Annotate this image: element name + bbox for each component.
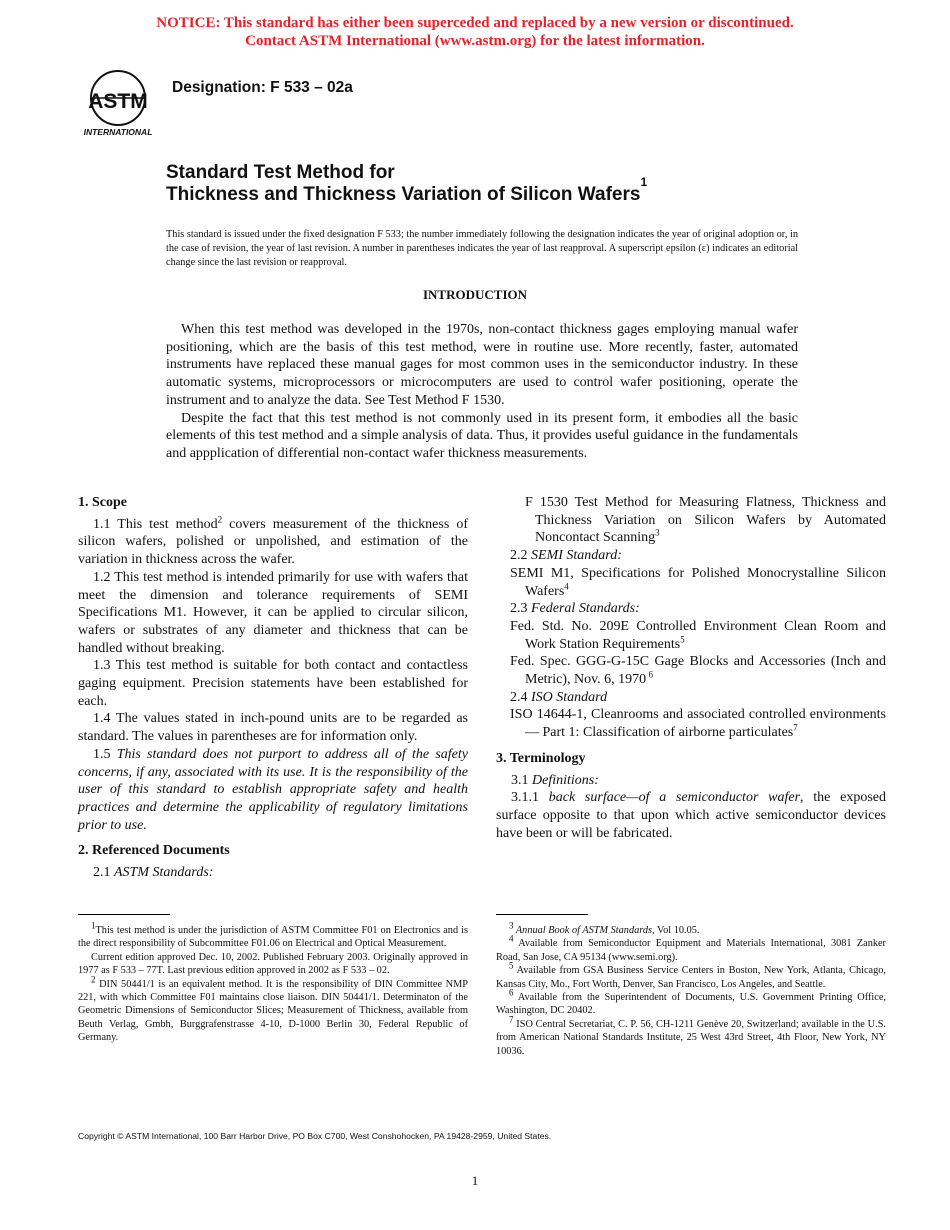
left-column	[78, 494, 468, 882]
copyright-notice: Copyright © ASTM International, 100 Barr Harbor Drive, PO Box C700, West Conshohocken, PA 19428-2959, United States.	[78, 1131, 552, 1141]
ref-fed-spec-ggg: Fed. Spec. GGG-G-15C Gage Blocks and Accessories (Inch and Metric), Nov. 6, 1970 $^6$	[510, 654, 886, 688]
footnote-rule-right	[496, 914, 588, 915]
footnote-3: $^3$ Annual Book of ASTM Standards, Vol 10.05.	[509, 920, 700, 936]
footnote-1-continued: Current edition approved Dec. 10, 2002. Published February 2003. Originally approved in 1977 as F 533 – 77T. Last previous edition approved in 2002 as F 533 – 02.	[78, 951, 468, 977]
title-line-1: Standard Test Method for	[166, 162, 395, 183]
ref-f1530: F 1530 Test Method for Measuring Flatness, Thickness and Thickness Variation on Silicon Wafers by Automated Noncontact Scanning$^3$	[525, 495, 886, 546]
section-1-2: 1.2 This test method is intended primarily for use with wafers that meet the dimension and tolerance requirements of SEMI Specifications M1. However, it can be applied to circular silicon, wafers or substrates of any diameter and thickness that can be handled without breaking.	[78, 569, 468, 656]
scope-heading: 1. Scope	[78, 495, 127, 510]
footnote-6: $^6$ Available from the Superintendent of Documents, U.S. Government Printing Office, Washington, DC 20402.	[496, 987, 886, 1017]
notice-line-1: NOTICE: This standard has either been superceded and replaced by a new version or discontinued.	[156, 15, 794, 31]
referenced-documents-heading: 2. Referenced Documents	[78, 843, 230, 859]
logo-subtext: INTERNATIONAL	[83, 127, 153, 137]
ref-semi-m1: SEMI M1, Specifications for Polished Monocrystalline Silicon Wafers$^4$	[510, 565, 886, 599]
terminology-heading: 3. Terminology	[496, 750, 586, 766]
intro-paragraph-2: Despite the fact that this test method is not commonly used in its present form, it embodies all the basic elements of this test method and a simple analysis of data. Thus, it provides useful guidance in the fundamentals and appplication of differential non-contact wafer thickness measurements.	[166, 410, 798, 461]
section-2-4: 2.4 ISO Standard	[510, 689, 608, 705]
designation: Designation: F 533 – 02a	[172, 79, 353, 96]
ref-fed-std-209e: Fed. Std. No. 209E Controlled Environment Clean Room and Work Station Requirements$^5$	[510, 618, 886, 652]
issue-note: This standard is issued under the fixed designation F 533; the number immediately following the designation indicates the year of original adoption or, in the case of revision, the year of last revision. A number in parentheses indicates the year of last reapproval. A superscript epsilon (ε) indicates an editorial change since the last revision or reapproval.	[166, 229, 798, 268]
footnotes-left	[78, 920, 468, 1045]
section-2-3: 2.3 Federal Standards:	[510, 601, 640, 617]
section-3-1: 3.1 Definitions:	[511, 772, 599, 788]
introduction-heading: INTRODUCTION	[422, 287, 527, 302]
notice-banner	[0, 14, 950, 50]
page-number: 1	[471, 1173, 479, 1188]
intro-paragraph-1: When this test method was developed in the 1970s, non-contact thickness gages employing manual wafer positioning, which are the basis of this test method, were in routine use. More recently, faster, automated instruments have replaced these manual gages for most common uses in the semiconductor industry. In these automatic systems, microprocessors or microcomputers are used to control wafer positioning, operate the instrument and to analyze the data. See Test Method F 1530.	[166, 322, 798, 408]
section-1-1: 1.1 This test method$^2$ covers measurement of the thickness of silicon wafers, polished or unpolished, and estimation of the variation in thickness across the wafer.	[78, 514, 468, 568]
notice-line-2: Contact ASTM International (www.astm.org) for the latest information.	[245, 33, 705, 49]
footnote-1: $^1$This test method is under the jurisdiction of ASTM Committee F01 on Electronics and is the direct responsibility of Subcommittee F01.06 on Electrical and Optical Measurement.	[78, 920, 468, 950]
footnote-4: $^4$ Available from Semiconductor Equipment and Materials International, 3081 Zanker Road, San Jose, CA 95134 (www.semi.org).	[496, 933, 886, 963]
ref-iso-14644: ISO 14644-1, Cleanrooms and associated controlled environments — Part 1: Classification of airborne particulates$^7$	[510, 707, 886, 741]
title-line-2: Thickness and Thickness Variation of Silicon Wafers$^1$	[166, 175, 648, 205]
footnote-7: $^7$ ISO Central Secretariat, C. P. 56, CH-1211 Genève 20, Switzerland; available in the U.S. from American National Standards Institute, 25 West 43rd Street, 4th Floor, New York, NY 10036.	[496, 1014, 886, 1057]
title-footnote-ref: 1	[640, 175, 648, 189]
footnote-5: $^5$ Available from GSA Business Service Centers in Boston, New York, Atlanta, Chicago, Kansas City, Mo., Fort Worth, Denver, San Francisco, Los Angeles, and Seattle.	[496, 960, 886, 990]
footnote-rule-left	[78, 914, 170, 915]
section-1-5: 1.5 This standard does not purport to address all of the safety concerns, if any, associated with its use. It is the responsibility of the user of this standard to establish appropriate safety and health practices and determine the applicability of regulatory limitations prior to use.	[78, 746, 468, 833]
section-1-3: 1.3 This test method is suitable for both contact and contactless gaging equipment. Precision statements have been established for each.	[78, 658, 468, 709]
footnotes-right	[496, 920, 886, 1058]
astm-logo	[78, 68, 158, 138]
logo-letters: ASTM	[88, 90, 148, 113]
right-column	[496, 494, 886, 842]
section-2-1: 2.1 ASTM Standards:	[93, 865, 214, 881]
section-3-1-1: 3.1.1 back surface—of a semiconductor wafer, the exposed surface opposite to that upon which active semiconductor devices have been or will be fabricated.	[496, 790, 887, 841]
document-title	[166, 162, 647, 206]
section-1-4: 1.4 The values stated in inch-pound units are to be regarded as standard. The values in parentheses are for information only.	[78, 711, 468, 745]
section-2-2: 2.2 SEMI Standard:	[510, 548, 622, 564]
footnote-2: $^2$ DIN 50441/1 is an equivalent method. It is the responsibility of DIN Committee NMP 221, with which Committee F01 maintains close liaison. DIN 50441/1. Determinaton of the Geometric Dimensions of Semiconductor Slices; Measurement of Thickness, available from Beuth Verlag, Gmbh, Burggrafenstrasse 4-10, D-1000 Berlin 30, Federal Republic of Germany.	[78, 974, 468, 1044]
introduction-body	[166, 321, 798, 463]
